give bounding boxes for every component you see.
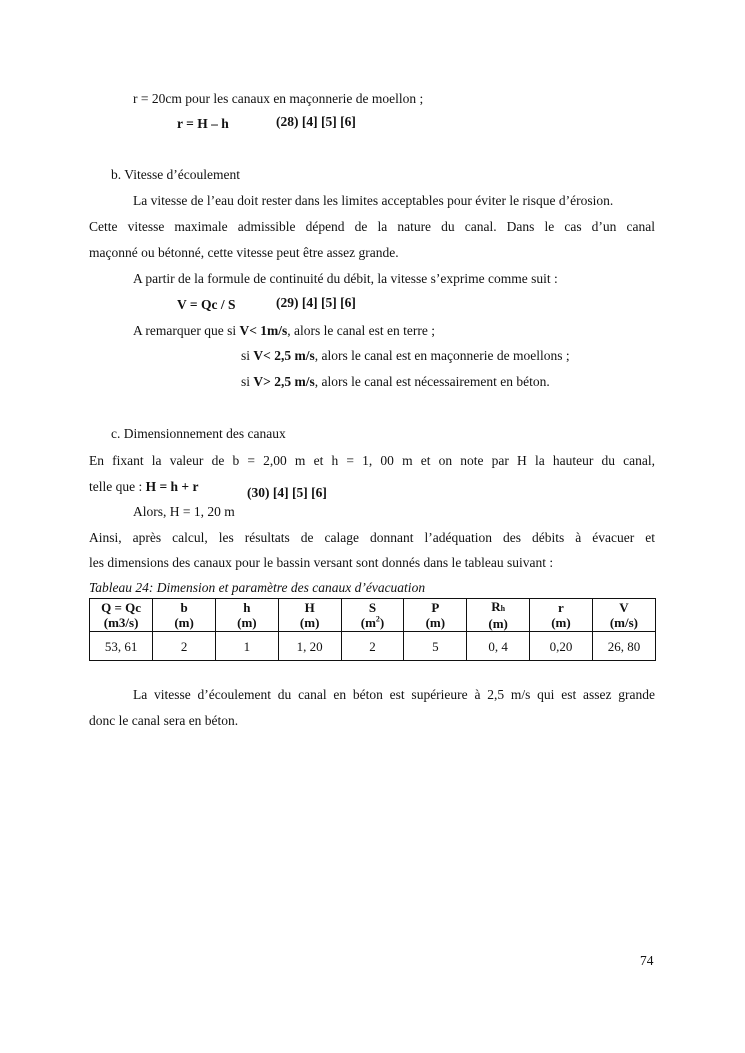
section-c-para2-line1: Ainsi, après calcul, les résultats de calage donnant l’adéquation des débits à évacuer et — [89, 530, 655, 545]
header-cell-r: r (m) — [530, 599, 593, 632]
table-header-row — [90, 599, 656, 632]
remark-line-1: A remarquer que si V< 1m/s, alors le canal est en terre ; — [133, 323, 435, 338]
header-cell-b: b (m) — [153, 599, 216, 632]
section-b-para2: A partir de la formule de continuité du débit, la vitesse s’exprime comme suit : — [133, 271, 558, 286]
cell-s: 2 — [341, 632, 404, 661]
table-caption: Tableau 24: Dimension et paramètre des canaux d’évacuation — [89, 580, 426, 595]
section-b-para1-line1: La vitesse de l’eau doit rester dans les limites acceptables pour éviter le risque d’érosion. — [133, 193, 614, 208]
header-cell-H: H (m) — [278, 599, 341, 632]
remark-line-3: si V> 2,5 m/s, alors le canal est nécessairement en béton. — [241, 374, 550, 389]
remark-line-2: si V< 2,5 m/s, alors le canal est en maçonnerie de moellons ; — [241, 348, 570, 363]
header-cell-s: S $(m^2)$ — [341, 599, 404, 632]
conclusion-line2: donc le canal sera en béton. — [89, 713, 239, 728]
section-b-para1-line3: maçonné ou bétonné, cette vitesse peut être assez grande. — [89, 245, 399, 260]
header-cell-v: V (m/s) — [592, 599, 655, 632]
cell-b: 2 — [153, 632, 216, 661]
conclusion-line1: La vitesse d’écoulement du canal en béton est supérieure à 2,5 m/s qui est assez grande — [133, 687, 655, 702]
cell-rh: 0, 4 — [467, 632, 530, 661]
equation-28-formula: r = H – h — [177, 116, 229, 131]
equation-28-refs: (28) [4] [5] [6] — [276, 114, 356, 129]
section-c-para1-line2: telle que : H = h + r — [89, 479, 199, 494]
table-row — [90, 632, 656, 661]
header-cell-rh: Rh (m) — [467, 599, 530, 632]
cell-H: 1, 20 — [278, 632, 341, 661]
header-cell-p: P (m) — [404, 599, 467, 632]
section-c-para1-line1: En fixant la valeur de b = 2,00 m et h = 1, 00 m et on note par H la hauteur du canal, — [89, 453, 655, 468]
cell-r: 0,20 — [530, 632, 593, 661]
dimension-table — [89, 598, 656, 661]
cell-v: 26, 80 — [592, 632, 655, 661]
section-b-para1-line2: Cette vitesse maximale admissible dépend de la nature du canal. Dans le cas d’un canal — [89, 219, 655, 234]
page-number: 74 — [640, 953, 654, 968]
section-b-title: b. Vitesse d’écoulement — [111, 167, 241, 182]
equation-30-refs: (30) [4] [5] [6] — [247, 485, 327, 500]
equation-29-refs: (29) [4] [5] [6] — [276, 295, 356, 310]
section-c-para2-line2: les dimensions des canaux pour le bassin versant sont donnés dans le tableau suivant : — [89, 555, 554, 570]
intro-line: r = 20cm pour les canaux en maçonnerie de moellon ; — [133, 91, 424, 106]
cell-h: 1 — [215, 632, 278, 661]
header-cell-h: h (m) — [215, 599, 278, 632]
section-c-title: c. Dimensionnement des canaux — [111, 426, 286, 441]
alors-line: Alors, H = 1, 20 m — [133, 504, 235, 519]
header-cell-q: Q = Qc (m3/s) — [90, 599, 153, 632]
cell-q: 53, 61 — [90, 632, 153, 661]
cell-p: 5 — [404, 632, 467, 661]
equation-29-formula: V = Qc / S — [177, 297, 236, 312]
